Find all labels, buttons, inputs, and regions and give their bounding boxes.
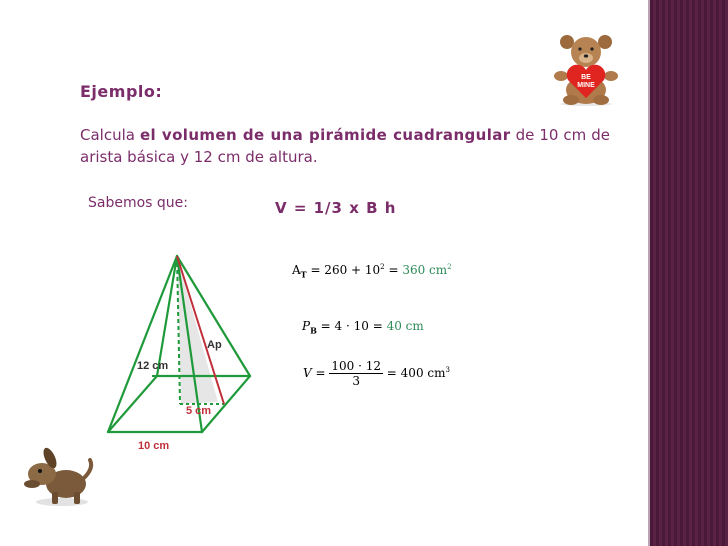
base-label: 10 cm [138, 440, 170, 452]
bear-label-be: BE [581, 74, 591, 81]
area-eq: = 260 + 10 [306, 263, 381, 277]
area-equation [292, 263, 452, 279]
problem-text-1: Calcula [80, 126, 140, 144]
volume-sup: 3 [445, 366, 450, 374]
perimeter-result: 40 cm [386, 319, 424, 333]
apothem-label: Ap [207, 339, 222, 351]
volume-fraction [329, 359, 383, 388]
volume-formula: V = 1/3 x B h [275, 199, 397, 217]
decorative-side-band [650, 0, 728, 546]
area-sub: T [300, 269, 307, 280]
known-label: Sabemos que: [88, 195, 189, 211]
volume-equation [303, 359, 450, 388]
volume-lhs: V = [303, 366, 330, 380]
area-eq2: = [384, 263, 403, 277]
area-result-sup: 2 [447, 263, 452, 271]
area-lhs: A [292, 263, 301, 277]
area-result: 360 cm [402, 263, 448, 277]
volume-numerator: 100 · 12 [331, 359, 381, 373]
dog-illustration-icon [22, 438, 94, 508]
volume-denominator: 3 [352, 374, 360, 388]
pyramid-diagram [100, 248, 270, 458]
area-sup: 2 [380, 263, 385, 271]
bear-label-mine: MINE [577, 82, 595, 89]
perimeter-eq: = 4 · 10 = [316, 319, 387, 333]
perimeter-lhs: P [302, 319, 311, 333]
half-base-label: 5 cm [186, 405, 212, 417]
teddy-bear-heart-icon [553, 34, 619, 106]
problem-text-2: de 10 cm de arista básica y 12 cm de altura. [80, 126, 610, 166]
perimeter-sub: B [310, 325, 317, 336]
problem-text-bold: el volumen de una pirámide cuadrangular [139, 126, 511, 144]
height-label: 12 cm [137, 360, 169, 372]
perimeter-equation [302, 319, 424, 335]
volume-eq: = 400 cm [382, 366, 446, 380]
problem-statement [80, 124, 610, 168]
slide-heading: Ejemplo: [80, 82, 163, 101]
